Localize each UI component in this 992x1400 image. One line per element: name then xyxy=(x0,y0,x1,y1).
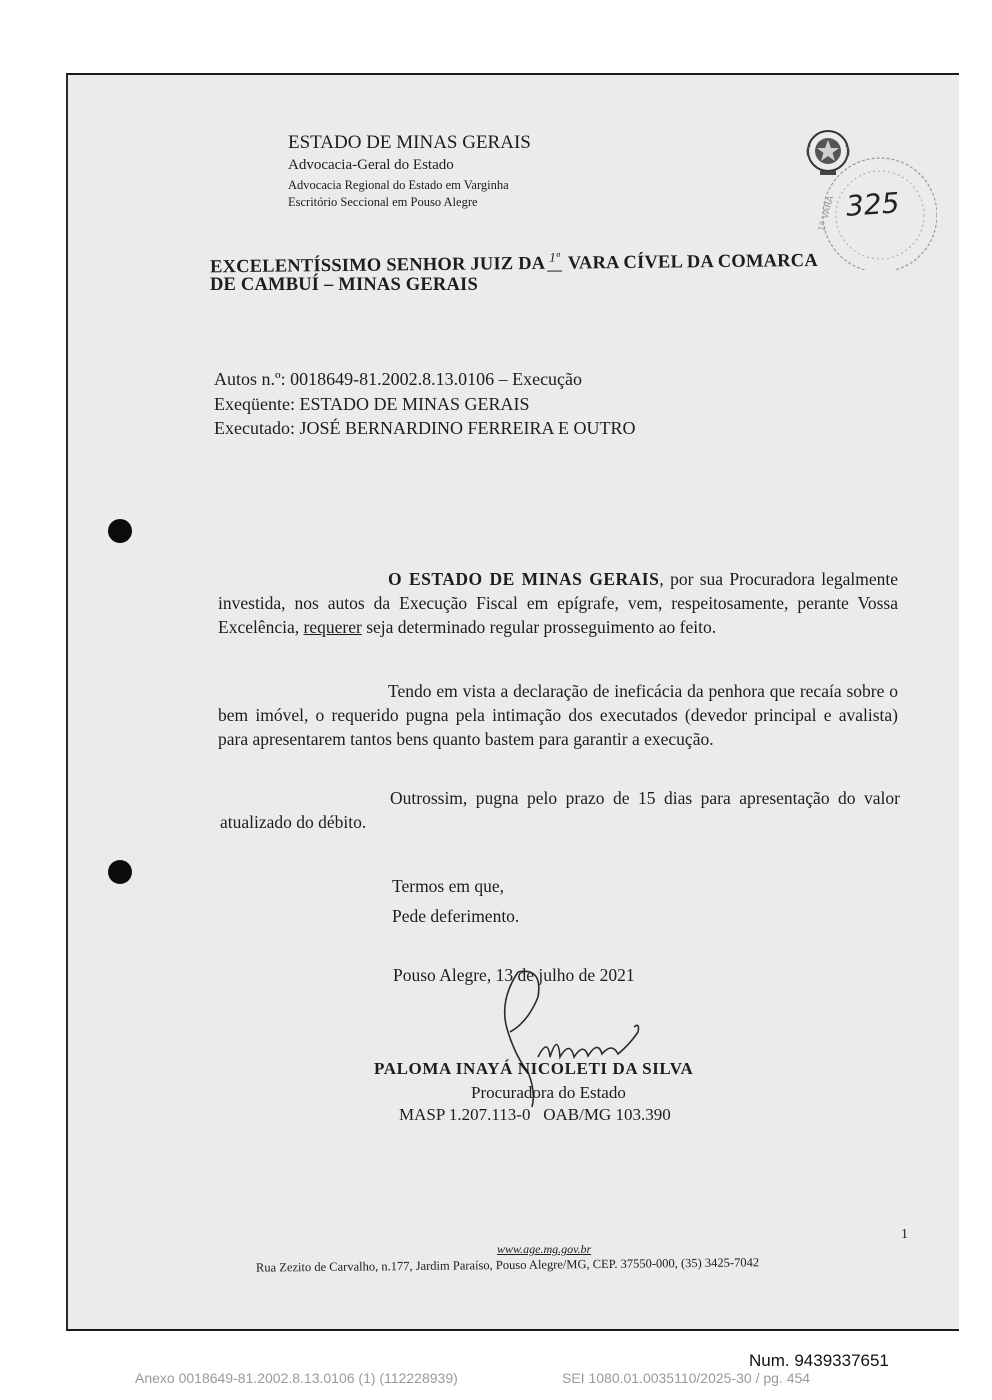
punch-hole-top xyxy=(108,519,132,543)
handwritten-ordinal: 1ª xyxy=(547,243,562,271)
closing-request: Pede deferimento. xyxy=(392,906,520,926)
annex-reference: Anexo 0018649-81.2002.8.13.0106 (1) (112228939) xyxy=(135,1370,458,1386)
case-plaintiff: Exeqüente: ESTADO DE MINAS GERAIS xyxy=(214,394,530,414)
body-paragraph-1: O ESTADO DE MINAS GERAIS, por sua Procuradora legalmente investida, nos autos da Execução Fiscal em epígrafe, vem, respeitosamente, perante Vossa Excelência, requerer seja determinado regular prosseguimento ao feito. xyxy=(218,569,898,637)
request-verb: requerer xyxy=(303,617,362,637)
place-and-date: Pouso Alegre, 13 de julho de 2021 xyxy=(393,965,635,985)
signer-name: PALOMA INAYÁ NICOLETI DA SILVA xyxy=(374,1059,694,1078)
header-state: ESTADO DE MINAS GERAIS xyxy=(288,132,531,153)
addressee-line-1-end: VARA CÍVEL DA COMARCA xyxy=(567,250,818,274)
punch-hole-bottom xyxy=(108,860,132,884)
case-defendant: Executado: JOSÉ BERNARDINO FERREIRA E OUTRO xyxy=(214,418,636,438)
signer-registration: MASP 1.207.113-0 OAB/MG 103.390 xyxy=(399,1105,671,1124)
signer-role: Procuradora do Estado xyxy=(471,1083,626,1102)
addressee-line-1-start: EXCELENTÍSSIMO SENHOR JUIZ DA xyxy=(209,253,546,278)
footer-website-link[interactable]: www.age.mg.gov.br xyxy=(497,1242,592,1256)
header-agency: Advocacia-Geral do Estado xyxy=(288,157,454,173)
svg-text:Paloma: Paloma xyxy=(488,962,491,963)
sei-reference: SEI 1080.01.0035110/2025-30 / pg. 454 xyxy=(562,1370,811,1386)
stamp-page-number: 325 xyxy=(844,186,901,223)
addressee-line-2: DE CAMBUÍ – MINAS GERAIS xyxy=(210,275,478,295)
svg-text:1ª VARA: 1ª VARA xyxy=(817,194,837,233)
header-office: Escritório Seccional em Pouso Alegre xyxy=(288,195,478,209)
header-regional: Advocacia Regional do Estado em Varginha xyxy=(288,178,509,192)
case-number: Autos n.º: 0018649-81.2002.8.13.0106 – Execução xyxy=(214,369,583,389)
footer-address: Rua Zezito de Carvalho, n.177, Jardim Paraíso, Pouso Alegre/MG, CEP. 37550-000, (35) 3425-7042 xyxy=(255,1255,760,1275)
body-paragraph-2: Tendo em vista a declaração de ineficácia da penhora que recaía sobre o bem imóvel, o requerido pugna pela intimação dos executados (devedor principal e avalista) para apresentarem tantos bens quanto bastem para garantir a execução. xyxy=(218,681,898,749)
closing-terms: Termos em que, xyxy=(392,876,505,896)
page-number: 1 xyxy=(901,1227,908,1242)
document-number: Num. 9439337651 xyxy=(749,1351,889,1370)
body-paragraph-3: Outrossim, pugna pelo prazo de 15 dias para apresentação do valor atualizado do débito. xyxy=(220,788,900,832)
party-name: O ESTADO DE MINAS GERAIS xyxy=(388,569,660,589)
